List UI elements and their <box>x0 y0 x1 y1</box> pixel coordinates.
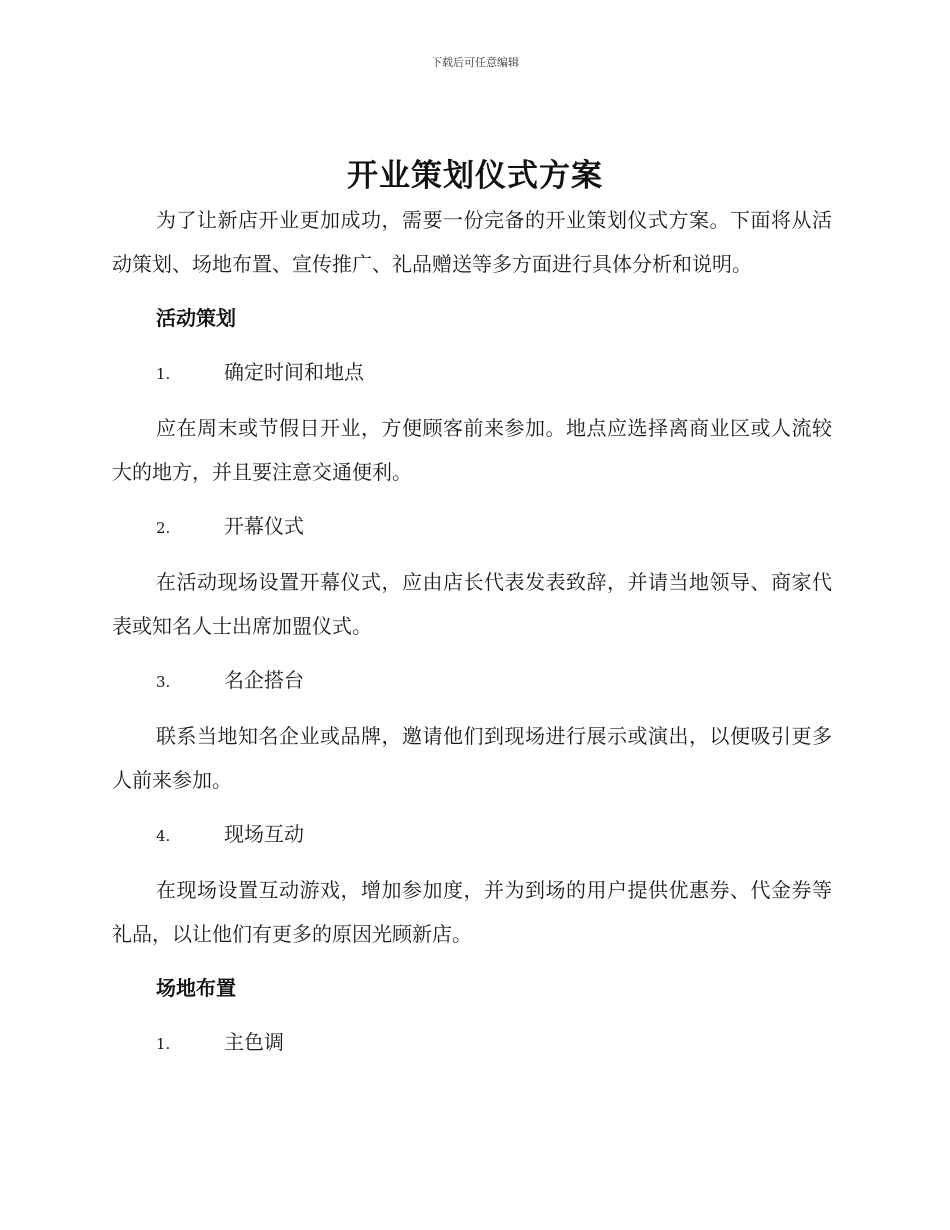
item-number: 1. <box>156 365 171 383</box>
item-title: 名企搭台 <box>224 668 304 692</box>
numbered-item <box>156 1020 832 1066</box>
document-body <box>112 198 832 1076</box>
intro-paragraph: 为了让新店开业更加成功，需要一份完备的开业策划仪式方案。下面将从活动策划、场地布置、宣传推广、礼品赠送等多方面进行具体分析和说明。 <box>112 208 832 276</box>
item-title: 现场互动 <box>224 822 304 846</box>
section-heading-activity-planning: 活动策划 <box>156 306 236 330</box>
numbered-item <box>156 658 832 704</box>
numbered-item <box>156 504 832 550</box>
item-paragraph: 应在周末或节假日开业，方便顾客前来参加。地点应选择离商业区或人流较大的地方，并且要注意交通便利。 <box>112 416 832 484</box>
item-number: 4. <box>156 827 171 845</box>
section-heading-venue-layout: 场地布置 <box>156 976 236 1000</box>
item-paragraph: 在现场设置互动游戏，增加参加度，并为到场的用户提供优惠券、代金券等礼品，以让他们有更多的原因光顾新店。 <box>112 878 832 946</box>
item-title: 主色调 <box>224 1030 284 1054</box>
item-title: 确定时间和地点 <box>224 360 364 384</box>
item-number: 3. <box>156 673 171 691</box>
numbered-item <box>156 350 832 396</box>
item-number: 1. <box>156 1035 171 1053</box>
numbered-item <box>156 812 832 858</box>
document-title: 开业策划仪式方案 <box>347 158 603 194</box>
item-number: 2. <box>156 519 171 537</box>
item-paragraph: 在活动现场设置开幕仪式，应由店长代表发表致辞，并请当地领导、商家代表或知名人士出席加盟仪式。 <box>112 570 832 638</box>
page-header: 下载后可任意编辑 <box>431 56 519 69</box>
item-paragraph: 联系当地知名企业或品牌，邀请他们到现场进行展示或演出，以便吸引更多人前来参加。 <box>112 724 832 792</box>
item-title: 开幕仪式 <box>224 514 304 538</box>
